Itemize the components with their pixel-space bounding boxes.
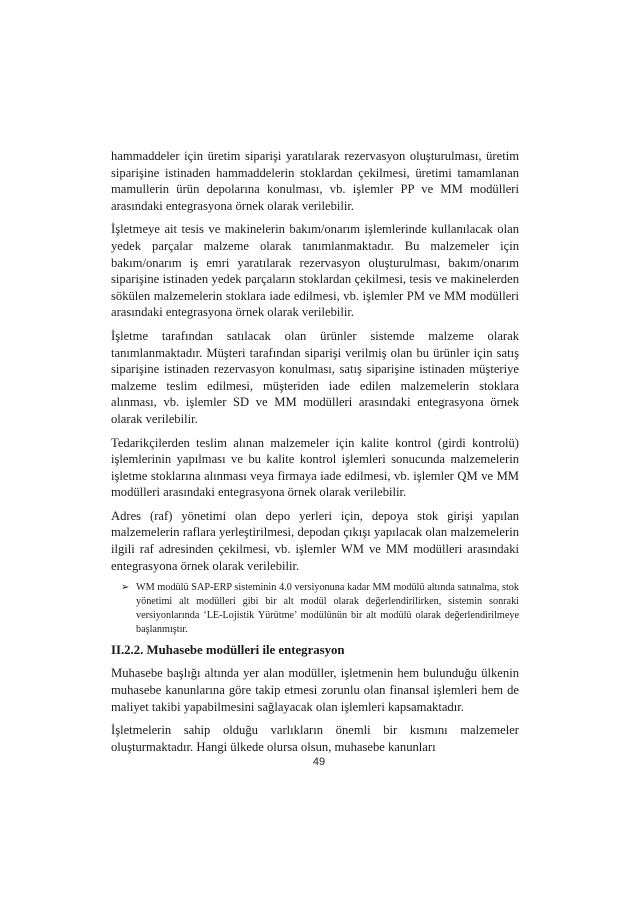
paragraph-pp-mm: hammaddeler için üretim siparişi yaratılarak rezervasyon oluşturulması, üretim siparişine istinaden hammaddelerin stoklardan çekilmesi, üretimi tamamlanan mamullerin ürün depolarına konulması, vb. işlemler PP ve MM modülleri arasındaki entegrasyona örnek olarak verilebilir. <box>111 149 519 213</box>
section-heading: II.2.2. Muhasebe modülleri ile entegrasyon <box>111 643 345 658</box>
note-text: WM modülü SAP-ERP sisteminin 4.0 versiyonuna kadar MM modülü altında satınalma, stok yönetimi alt modülleri gibi bir alt modül olarak değerlendirilirken, sistemin sonraki versiyonlarında ‘LE-Lojistik Yürütme’ modülünün bir alt modülü olarak değerlendirilmeye başlanmıştır. <box>136 582 519 635</box>
page-body <box>111 148 519 762</box>
wm-note <box>111 581 519 636</box>
page-number: 49 <box>312 756 326 768</box>
paragraph-assets: İşletmelerin sahip olduğu varlıkların önemli bir kısmını malzemeler oluşturmaktadır. Hangi ülkede olursa olsun, muhasebe kanunları <box>111 723 519 754</box>
arrow-bullet-icon: ➢ <box>121 582 130 594</box>
paragraph-wm-mm: Adres (raf) yönetimi olan depo yerleri için, depoya stok girişi yapılan malzemelerin raflara yerleştirilmesi, depodan çıkışı yapılacak olan malzemelerin ilgili raf adresinden çekilmesi, vb. işlemler WM ve MM modülleri arasındaki entegrasyona örnek olarak verilebilir. <box>111 508 519 573</box>
paragraph-sd-mm: İşletme tarafından satılacak olan ürünler sistemde malzeme olarak tanımlanmaktadır. Müşteri tarafından siparişi verilmiş olan bu ürünler için satış siparişine istinaden rezervasyon konulması, satış siparişine istinaden müşteriye malzeme teslim edilmesi, müşteriden iade edilen malzemelerin stoklara alınması, vb. işlemler SD ve MM modülleri arasındaki entegrasyona örnek olarak verilebilir. <box>111 328 519 426</box>
paragraph-pm-mm: İşletmeye ait tesis ve makinelerin bakım/onarım işlemlerinde kullanılacak olan yedek parçalar malzeme olarak tanımlanmaktadır. Bu malzemeler için bakım/onarım iş emri yaratılarak rezervasyon oluşturulması, bakım/onarım siparişine istinaden yedek parçaların stoklardan çekilmesi, tesis ve makinelerden sökülen malzemelerin stoklara iade edilmesi, vb. işlemler PM ve MM modülleri arasındaki entegrasyona örnek olarak verilebilir. <box>111 222 519 320</box>
paragraph-qm-mm: Tedarikçilerden teslim alınan malzemeler için kalite kontrol (girdi kontrolü) işlemlerinin yapılması ve bu kalite kontrol işlemleri sonucunda malzemelerin işletme stoklarına alınması veya firmaya iade edilmesi, vb. işlemler QM ve MM modülleri arasındaki entegrasyona örnek olarak verilebilir. <box>111 435 519 500</box>
paragraph-accounting-modules: Muhasebe başlığı altında yer alan modüller, işletmenin hem bulunduğu ülkenin muhasebe kanunlarına göre takip etmesi zorunlu olan finansal işlemleri hem de maliyet takibi yapabilmesini sağlayacak olan işlemleri kapsamaktadır. <box>111 666 519 714</box>
